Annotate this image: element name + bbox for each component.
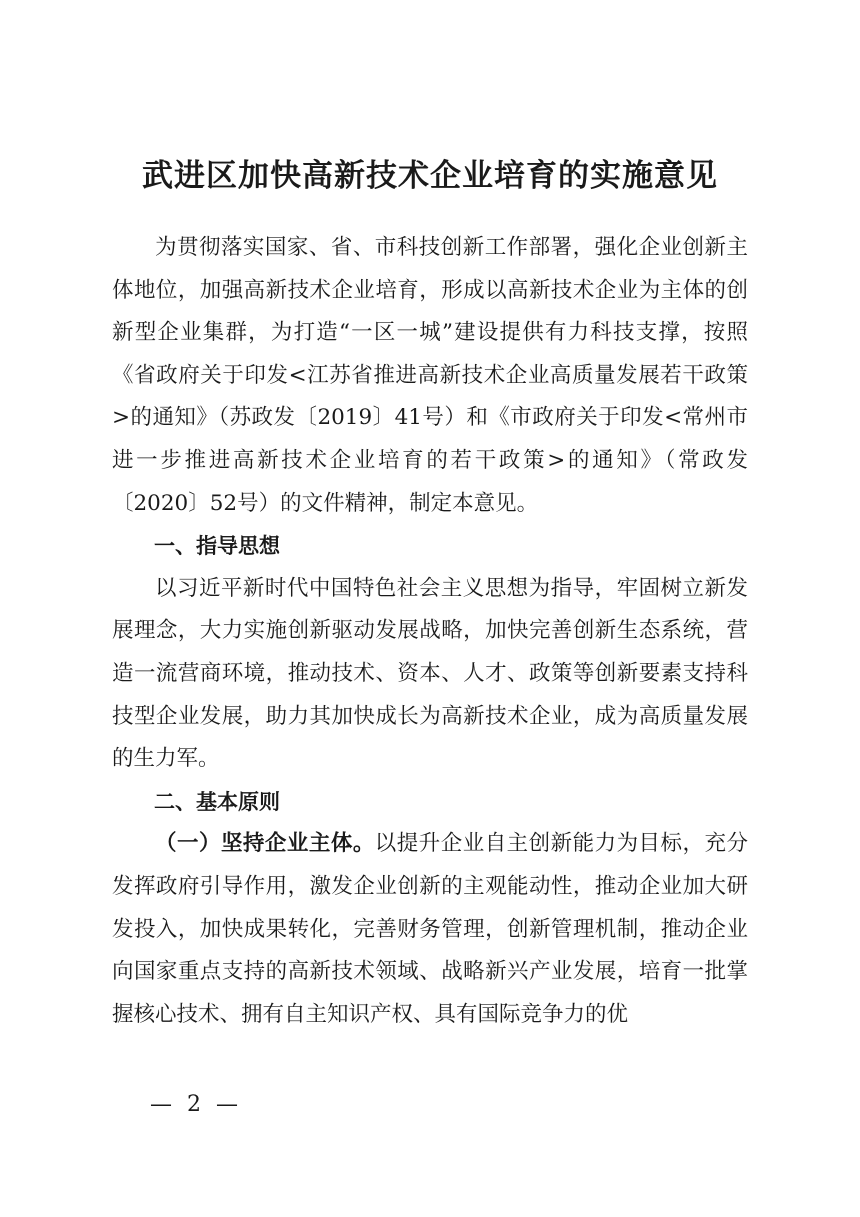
intro-paragraph: 为贯彻落实国家、省、市科技创新工作部署，强化企业创新主体地位，加强高新技术企业培育，形成以高新技术企业为主体的创新型企业集群，为打造“一区一城”建设提供有力科技支撑，按照《省政府关于印发<江苏省推进高新技术企业高质量发展若干政策>的通知》（苏政发〔2019〕41号）和《市政府关于印发<常州市进一步推进高新技术企业培育的若干政策>的通知》（常政发〔2020〕52号）的文件精神，制定本意见。	[112, 235, 748, 516]
guiding-ideology-paragraph: 以习近平新时代中国特色社会主义思想为指导，牢固树立新发展理念，大力实施创新驱动发展战略，加快完善创新生态系统，营造一流营商环境，推动技术、资本、人才、政策等创新要素支持科技型企业发展，助力其加快成长为高新技术企业，成为高质量发展的生力军。	[112, 575, 748, 772]
principle-1-lead: （一）坚持企业主体。	[155, 831, 375, 857]
document-title: 武进区加快高新技术企业培育的实施意见	[142, 158, 718, 194]
principle-1-paragraph	[112, 823, 748, 1036]
section-heading-basic-principles: 二、基本原则	[154, 789, 280, 814]
principle-1-text: 以提升企业自主创新能力为目标，充分发挥政府引导作用，激发企业创新的主观能动性，推动企业加大研发投入，加快成果转化，完善财务管理，创新管理机制，推动企业向国家重点支持的高新技术领域、战略新兴产业发展，培育一批掌握核心技术、拥有自主知识产权、具有国际竞争力的优	[112, 831, 748, 1027]
page-number: — 2 —	[150, 1092, 242, 1117]
document-body	[112, 227, 748, 1036]
section-heading-guiding-ideology: 一、指导思想	[154, 534, 280, 559]
